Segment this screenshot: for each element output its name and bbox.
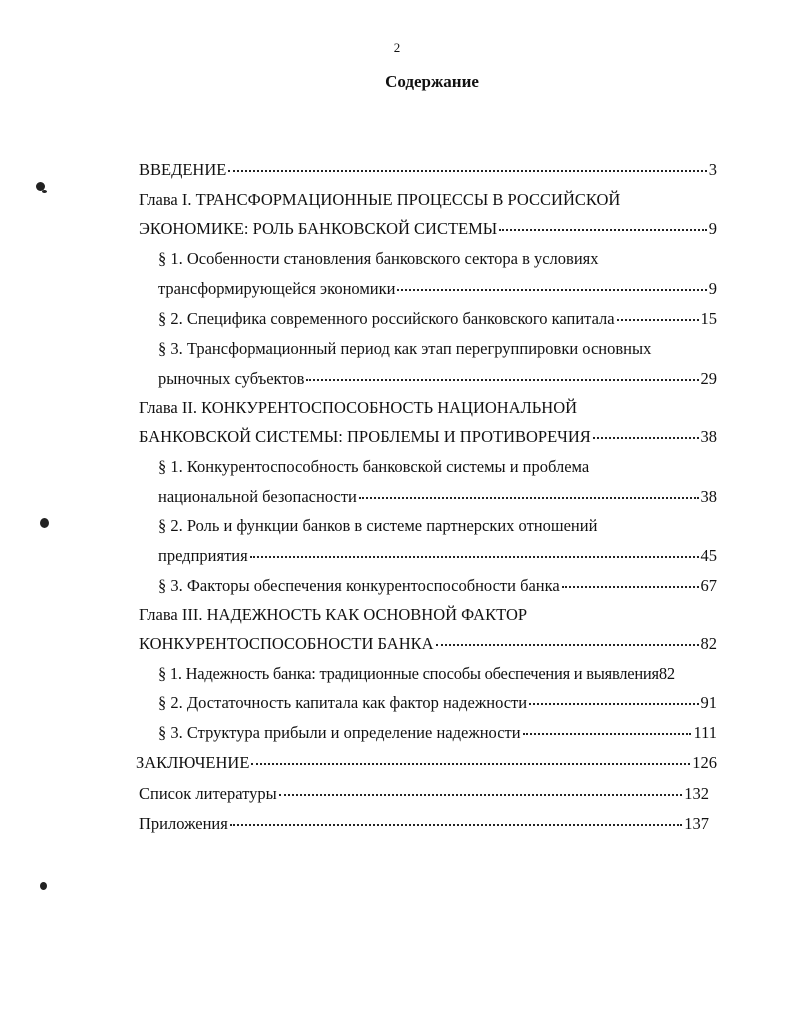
leader-dots (593, 436, 699, 439)
toc-entry-text: § 2. Достаточность капитала как фактор надежности (158, 693, 528, 712)
leader-dots (529, 702, 698, 705)
toc-page-number: 29 (700, 369, 717, 388)
toc-entry-text: предприятия (158, 546, 248, 565)
toc-page-number: 126 (692, 753, 717, 772)
toc-section-3-3[interactable] (158, 723, 717, 743)
toc-section-2-2-line2[interactable] (158, 546, 717, 566)
leader-dots (306, 378, 698, 381)
leader-dots (230, 823, 682, 826)
toc-section-3-1[interactable] (158, 664, 717, 684)
toc-entry-text: Глава II. КОНКУРЕНТОСПОСОБНОСТЬ НАЦИОНАЛЬНОЙ (139, 398, 578, 417)
toc-entry-appendices[interactable] (139, 814, 709, 834)
toc-entry-text: рыночных субъектов (158, 369, 305, 388)
toc-page-number: 15 (700, 309, 717, 328)
toc-entry-text: БАНКОВСКОЙ СИСТЕМЫ: ПРОБЛЕМЫ И ПРОТИВОРЕЧИЯ (139, 427, 591, 446)
toc-section-2-2-line1[interactable] (158, 516, 597, 536)
toc-chapter-3-line1[interactable] (139, 605, 527, 625)
toc-page-number: 137 (684, 814, 709, 833)
toc-section-1-1-line1[interactable] (158, 249, 599, 269)
toc-chapter-1-line2[interactable] (139, 219, 717, 239)
toc-page-number: 38 (700, 487, 717, 506)
toc-entry-text: ВВЕДЕНИЕ (139, 160, 227, 179)
toc-section-1-3-line1[interactable] (158, 339, 651, 359)
toc-section-2-1-line1[interactable] (158, 457, 589, 477)
leader-dots (250, 555, 699, 558)
toc-section-2-3[interactable] (158, 576, 717, 596)
toc-entry-text: § 2. Специфика современного российского банковского капитала (158, 309, 615, 328)
page-number: 2 (393, 40, 401, 55)
toc-section-3-2[interactable] (158, 693, 717, 713)
toc-entry-text: трансформирующейся экономики (158, 279, 396, 298)
toc-page-number: 9 (708, 279, 717, 298)
toc-entry-text: § 1. Особенности становления банковского сектора в условиях (158, 249, 599, 268)
toc-chapter-2-line2[interactable] (139, 427, 717, 447)
toc-chapter-3-line2[interactable] (139, 634, 717, 654)
toc-page-number: 132 (684, 784, 709, 803)
toc-entry-references[interactable] (139, 784, 709, 804)
toc-page-number: 91 (700, 693, 717, 712)
scan-speck (40, 518, 49, 528)
toc-entry-text: Приложения (139, 814, 228, 833)
toc-entry-text: § 2. Роль и функции банков в системе партнерских отношений (158, 516, 598, 535)
toc-entry-text: Глава I. ТРАНСФОРМАЦИОННЫЕ ПРОЦЕССЫ В РОССИЙСКОЙ (139, 190, 621, 209)
toc-page-number: 67 (700, 576, 717, 595)
page-title: Содержание (385, 72, 479, 91)
toc-entry-text: § 3. Структура прибыли и определение надежности (158, 723, 521, 742)
leader-dots (523, 732, 692, 735)
toc-entry-conclusion[interactable] (136, 753, 717, 773)
leader-dots (279, 793, 683, 796)
toc-entry-text: § 1. Конкурентоспособность банковской системы и проблема (158, 457, 590, 476)
leader-dots (436, 643, 699, 646)
toc-chapter-1-line1[interactable] (139, 190, 620, 210)
scan-speck (42, 190, 47, 193)
toc-page-number: 38 (700, 427, 717, 446)
toc-entry-text: КОНКУРЕНТОСПОСОБНОСТИ БАНКА (139, 634, 434, 653)
toc-page-number: 82 (658, 664, 675, 683)
scan-speck (40, 882, 47, 890)
toc-page-number: 9 (708, 219, 717, 238)
toc-entry-text: Список литературы (139, 784, 277, 803)
toc-entry-text: ЗАКЛЮЧЕНИЕ (136, 753, 250, 772)
toc-section-1-1-line2[interactable] (158, 279, 717, 299)
toc-page-number: 45 (700, 546, 717, 565)
toc-entry-text: § 3. Трансформационный период как этап перегруппировки основных (158, 339, 652, 358)
toc-chapter-2-line1[interactable] (139, 398, 577, 418)
toc-page-number: 82 (700, 634, 717, 653)
toc-page-number: 111 (693, 723, 717, 742)
toc-section-2-1-line2[interactable] (158, 487, 717, 507)
leader-dots (617, 318, 699, 321)
toc-entry-text: национальной безопасности (158, 487, 357, 506)
toc-entry-intro[interactable] (139, 160, 717, 180)
leader-dots (499, 228, 707, 231)
leader-dots (397, 288, 706, 291)
toc-section-1-3-line2[interactable] (158, 369, 717, 389)
toc-entry-text: § 1. Надежность банка: традиционные способы обеспечения и выявления (158, 664, 659, 683)
toc-entry-text: Глава III. НАДЕЖНОСТЬ КАК ОСНОВНОЙ ФАКТОР (139, 605, 528, 624)
leader-dots (359, 496, 699, 499)
toc-entry-text: § 3. Факторы обеспечения конкурентоспособности банка (158, 576, 560, 595)
leader-dots (251, 762, 690, 765)
leader-dots (228, 169, 706, 172)
toc-entry-text: ЭКОНОМИКЕ: РОЛЬ БАНКОВСКОЙ СИСТЕМЫ (139, 219, 498, 238)
leader-dots (562, 585, 699, 588)
toc-section-1-2[interactable] (158, 309, 717, 329)
toc-page-number: 3 (708, 160, 717, 179)
